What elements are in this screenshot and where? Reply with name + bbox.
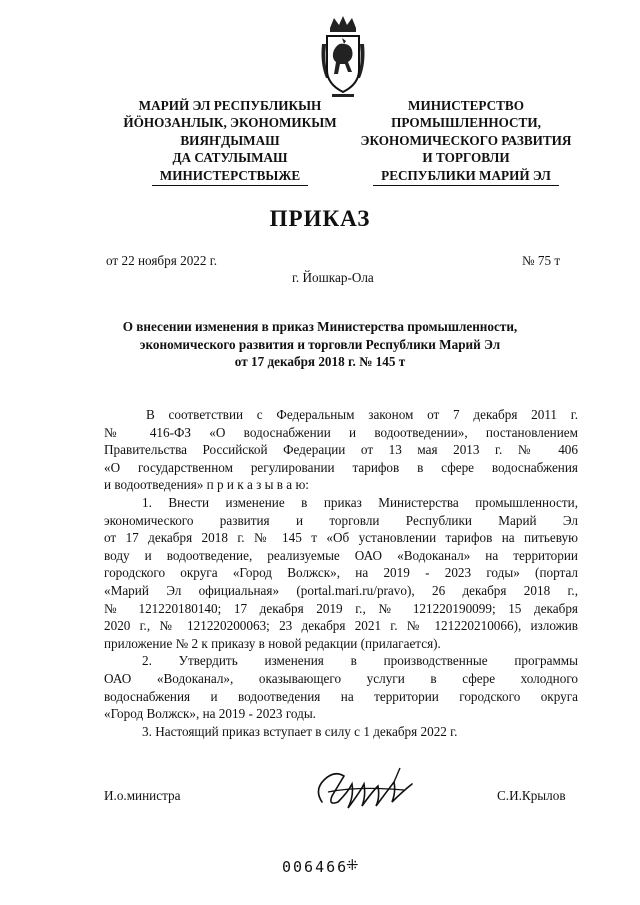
body-line: приложение № 2 к приказу в новой редакции (прилагается).: [104, 635, 441, 651]
body-line: 1. Внести изменение в приказ Министерства промышленности,: [142, 494, 578, 510]
header-right-line: ЭКОНОМИЧЕСКОГО РАЗВИТИЯ: [360, 132, 572, 148]
header-left-line: ДА САТУЛЫМАШ: [172, 150, 288, 166]
serial-ornament: ⁜: [346, 858, 359, 874]
body-line: 2. Утвердить изменения в производственные программы: [142, 653, 578, 669]
header-russian-ministry: [356, 97, 576, 186]
document-date: от 22 ноября 2022 г.: [106, 253, 217, 268]
body-line: № 121220180140; 17 декабря 2019 г., № 121220190099; 15 декабря: [104, 600, 578, 616]
order-subject: [60, 318, 580, 371]
body-line: экономического развития и торговли Республики Марий Эл: [104, 512, 578, 528]
body-line: от 17 декабря 2018 г. № 145 т «Об установлении тарифов на питьевую: [104, 530, 578, 546]
header-mari-ministry: [112, 97, 348, 186]
body-line: «О государственном регулировании тарифов в сфере водоснабжения: [104, 459, 578, 475]
header-left-line: ЙӦНОЗАНЛЫК, ЭКОНОМИКЫМ: [123, 115, 337, 131]
signatory-name: С.И.Крылов: [497, 788, 566, 803]
body-line: «Марий Эл официальная» (portal.mari.ru/pravo), 26 декабря 2018 г.,: [104, 582, 578, 598]
header-left-line: МАРИЙ ЭЛ РЕСПУБЛИКЫН: [138, 98, 322, 113]
body-line: Правительства Российской Федерации от 13 мая 2013 г. № 406: [104, 442, 578, 458]
body-line: № 416-ФЗ «О водоснабжении и водоотведении», постановлением: [104, 424, 578, 440]
signatory-position: И.о.министра: [104, 788, 181, 803]
subject-line: экономического развития и торговли Республики Марий Эл: [139, 336, 501, 352]
handwritten-signature: [308, 762, 424, 818]
header-left-line: ВИЯҤДЫМАШ: [180, 132, 280, 148]
body-line: водоснабжения и водоотведения на территории городского округа: [104, 688, 578, 704]
form-serial-number: 006466: [282, 858, 349, 876]
header-right-line: ПРОМЫШЛЕННОСТИ,: [391, 115, 541, 131]
body-line: воду и водоотведение, реализуемые ОАО «Водоканал» на территории: [104, 547, 578, 563]
body-line: ОАО «Водоканал», оказывающего услуги в сфере холодного: [104, 670, 578, 686]
document-number: № 75 т: [522, 253, 561, 268]
body-line: 2020 г., № 121220200063; 23 декабря 2021 г. № 121220210066), изложив: [104, 618, 578, 634]
header-right-line: И ТОРГОВЛИ: [422, 150, 510, 166]
body-line: и водоотведения» п р и к а з ы в а ю:: [104, 477, 309, 493]
body-line: городского округа «Город Волжск», на 2019 - 2023 годы» (портал: [104, 565, 578, 581]
coat-of-arms-emblem: [318, 14, 368, 100]
subject-line: от 17 декабря 2018 г. № 145 т: [234, 354, 406, 369]
body-line: В соответствии с Федеральным законом от 7 декабря 2011 г.: [146, 407, 578, 422]
header-right-line: МИНИСТЕРСТВО: [408, 98, 524, 113]
header-right-line: РЕСПУБЛИКИ МАРИЙ ЭЛ: [373, 167, 559, 186]
document-city: г. Йошкар-Ола: [292, 270, 374, 285]
subject-line: О внесении изменения в приказ Министерства промышленности,: [122, 319, 518, 334]
body-line: «Город Волжск», на 2019 - 2023 годы.: [104, 706, 316, 722]
document-title: ПРИКАЗ: [269, 206, 371, 231]
body-line: 3. Настоящий приказ вступает в силу с 1 декабря 2022 г.: [142, 723, 458, 739]
order-body: [104, 406, 578, 740]
header-left-line: МИНИСТЕРСТВЫЖЕ: [152, 167, 308, 186]
